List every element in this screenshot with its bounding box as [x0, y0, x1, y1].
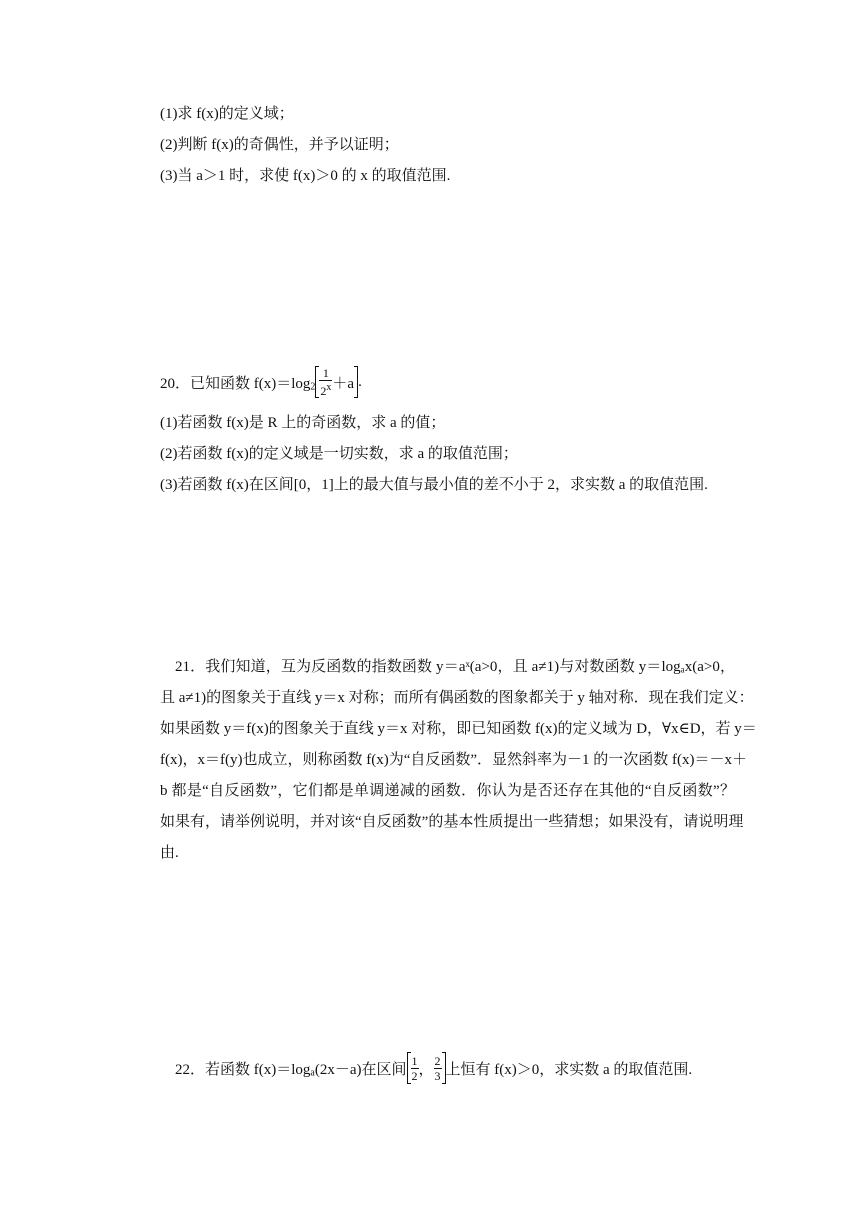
q22-f1-denominator: 2	[411, 1068, 418, 1083]
q22-mid: (2x－a)在区间	[314, 1061, 407, 1078]
q21-paragraph	[160, 652, 757, 869]
q21-line-1: 21．我们知道，互为反函数的指数函数 y＝aˣ(a>0，且 a≠1)与对数函数 y＝logₐx(a>0，	[175, 659, 735, 675]
q22-f1-numerator: 1	[411, 1053, 418, 1068]
q21-line-4: f(x)，x＝f(y)也成立，则称函数 f(x)为“自反函数”．显然斜率为－1 的一次函数 f(x)＝－x＋	[160, 752, 748, 768]
q22-lead: 22．若函数 f(x)＝log	[175, 1061, 311, 1078]
q21-line-2: 且 a≠1)的图象关于直线 y＝x 对称；而所有偶函数的图象都关于 y 轴对称．现在我们定义：	[160, 690, 754, 706]
q20-part2: (2)若函数 f(x)的定义域是一切实数，求 a 的取值范围；	[160, 446, 518, 462]
q22-fraction-2	[434, 1054, 442, 1083]
q22-f2-denominator: 3	[434, 1068, 441, 1083]
q19-part3: (3)当 a＞1 时，求使 f(x)＞0 的 x 的取值范围.	[160, 168, 451, 184]
q20-frac-denominator-exp: x	[326, 382, 332, 393]
q19-part1: (1)求 f(x)的定义域；	[160, 106, 294, 122]
q20-log-base: 2	[310, 381, 316, 393]
q20-part1: (1)若函数 f(x)是 R 上的奇函数，求 a 的值；	[160, 415, 446, 431]
q20-part3: (3)若函数 f(x)在区间[0，1]上的最大值与最小值的差不小于 2，求实数 a 的取值范围.	[160, 477, 708, 493]
q20-fraction	[319, 366, 332, 398]
q20-statement	[160, 366, 362, 398]
q20-plus-a: ＋a	[332, 375, 355, 392]
q22-fraction-1	[411, 1054, 419, 1083]
q21-line-3: 如果函数 y＝f(x)的图象关于直线 y＝x 对称，即已知函数 f(x)的定义域为 D，∀x∈D，若 y＝	[160, 721, 757, 737]
q22-log-base: a	[310, 1067, 315, 1079]
q20-frac-denominator: 2	[320, 384, 327, 398]
q20-frac-numerator: 1	[319, 366, 332, 381]
q22-statement	[175, 1052, 692, 1084]
q21-line-7: 由.	[160, 845, 179, 861]
q19-part2: (2)判断 f(x)的奇偶性，并予以证明；	[160, 137, 399, 153]
q22-comma: ，	[418, 1061, 434, 1078]
q21-line-5: b 都是“自反函数”，它们都是单调递减的函数．你认为是否还存在其他的“自反函数”？	[160, 783, 735, 799]
q22-tail: 上恒有 f(x)＞0，求实数 a 的取值范围.	[445, 1061, 693, 1078]
q22-f2-numerator: 2	[434, 1053, 441, 1068]
q20-lead: 20．已知函数 f(x)＝log	[160, 375, 311, 392]
q21-line-6: 如果有，请举例说明，并对该“自反函数”的基本性质提出一些猜想；如果没有，请说明理	[160, 814, 744, 830]
q20-end: .	[358, 373, 362, 390]
